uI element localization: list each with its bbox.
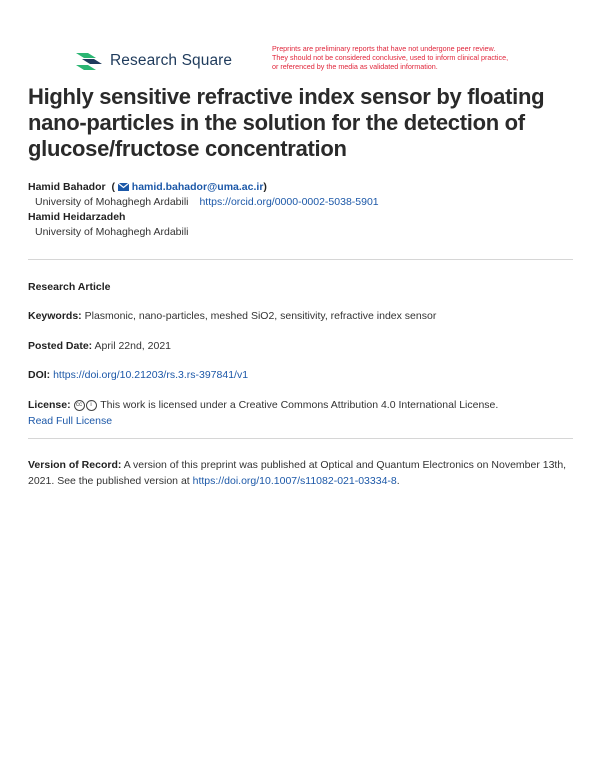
keywords-value: Plasmonic, nano-particles, meshed SiO2, sensitivity, refractive index sensor — [84, 310, 437, 322]
logo-word-research: Research — [110, 52, 178, 69]
version-of-record — [28, 457, 573, 489]
author-entry — [28, 180, 578, 194]
read-full-license-link[interactable]: Read Full License — [28, 415, 113, 427]
license-text: This work is licensed under a Creative Commons Attribution 4.0 International License. — [100, 399, 499, 411]
author-name: Hamid Heidarzadeh — [28, 211, 126, 223]
version-label: Version of Record: — [28, 459, 122, 471]
disclaimer-line: Preprints are preliminary reports that have not undergone peer review. — [272, 44, 496, 53]
author-entry — [28, 210, 578, 224]
doi-link[interactable]: https://doi.org/10.21203/rs.3.rs-397841/v1 — [53, 369, 249, 381]
divider — [28, 438, 573, 439]
disclaimer-line: or referenced by the media as validated information. — [272, 62, 438, 71]
author-affiliation: University of Mohaghegh Ardabili — [35, 226, 189, 238]
author-affiliation-row — [35, 194, 578, 210]
author-affiliation-row — [35, 224, 578, 240]
author-affiliation: University of Mohaghegh Ardabili — [35, 196, 189, 208]
logo-text — [110, 52, 232, 70]
posted-date-row — [28, 338, 573, 354]
logo-word-square: Square — [181, 52, 233, 69]
article-type-label: Research Article — [28, 281, 111, 293]
posted-date-value: April 22nd, 2021 — [94, 340, 172, 352]
version-suffix: . — [396, 475, 400, 487]
doi-label: DOI: — [28, 369, 51, 381]
orcid-link[interactable]: https://orcid.org/0000-0002-5038-5901 — [199, 196, 379, 208]
version-text: A version of this preprint was published at Optical and Quantum Electronics on November 13th, 2021. See the published version at — [28, 459, 567, 487]
article-type — [28, 279, 573, 295]
author-list — [28, 180, 578, 240]
header — [74, 46, 534, 80]
posted-date-label: Posted Date: — [28, 340, 93, 352]
author-email-link[interactable]: hamid.bahador@uma.ac.ir — [131, 181, 264, 193]
envelope-icon — [118, 183, 129, 191]
preprint-disclaimer — [272, 44, 542, 71]
cc-icon: cc — [74, 400, 85, 411]
paper-title: Highly sensitive refractive index sensor by floating nano-particles in the solution for the detection of glucose/fructose concentration — [28, 84, 545, 161]
research-square-logo[interactable] — [74, 50, 232, 72]
disclaimer-line: They should not be considered conclusive, used to inform clinical practice, — [272, 53, 509, 62]
divider — [28, 259, 573, 260]
license-row — [28, 397, 573, 429]
author-email-wrap: ( hamid.bahador@uma.ac.ir) — [108, 181, 267, 193]
keywords-label: Keywords: — [28, 310, 82, 322]
keywords-row — [28, 308, 573, 324]
by-icon: i — [86, 400, 97, 411]
author-name: Hamid Bahador — [28, 181, 106, 193]
research-square-logo-icon — [74, 50, 104, 72]
doi-row — [28, 367, 573, 383]
license-label: License: — [28, 399, 71, 411]
published-version-link[interactable]: https://doi.org/10.1007/s11082-021-03334-8 — [192, 475, 397, 487]
